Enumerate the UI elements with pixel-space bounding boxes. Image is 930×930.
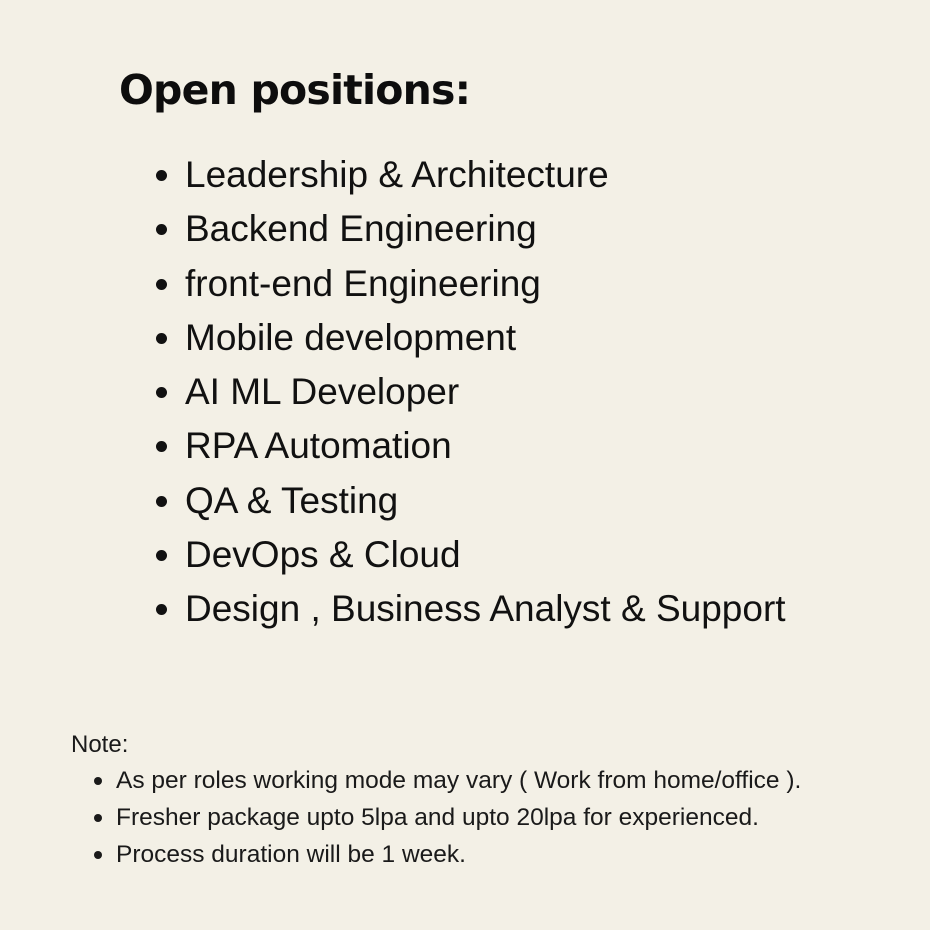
- bullet-icon: [94, 851, 102, 859]
- position-item: [156, 148, 786, 202]
- bullet-icon: [156, 170, 167, 181]
- position-item: [156, 474, 786, 528]
- position-label: Leadership & Architecture: [185, 154, 609, 195]
- bullet-icon: [156, 387, 167, 398]
- bullet-icon: [156, 441, 167, 452]
- position-label: AI ML Developer: [185, 371, 460, 413]
- position-item: [156, 528, 786, 582]
- position-item: [156, 582, 786, 636]
- position-label: Mobile development: [185, 316, 517, 358]
- bullet-icon: [156, 496, 167, 507]
- note-text: Fresher package upto 5lpa and upto 20lpa for experienced.: [116, 804, 759, 831]
- open-positions-list: [156, 148, 786, 637]
- note-list: [94, 762, 801, 873]
- position-label: Design , Business Analyst & Support: [185, 588, 786, 630]
- position-label: Backend Engineering: [185, 208, 537, 250]
- position-item: [156, 311, 786, 365]
- note-item: [94, 799, 801, 836]
- bullet-icon: [156, 333, 167, 344]
- position-label: front-end Engineering: [185, 262, 541, 304]
- bullet-icon: [94, 777, 102, 785]
- note-text: As per roles working mode may vary ( Work from home/office ).: [116, 767, 802, 794]
- position-item: [156, 257, 786, 311]
- page-title: Open positions:: [119, 66, 471, 114]
- bullet-icon: [156, 550, 167, 561]
- note-item: [94, 762, 801, 799]
- note-text: Process duration will be 1 week.: [116, 841, 466, 868]
- position-label: RPA Automation: [185, 425, 452, 467]
- position-label: QA & Testing: [185, 479, 399, 521]
- position-item: [156, 419, 786, 473]
- bullet-icon: [94, 814, 102, 822]
- position-label: DevOps & Cloud: [185, 534, 461, 576]
- position-item: [156, 365, 786, 419]
- note-item: [94, 836, 801, 873]
- position-item: [156, 202, 786, 256]
- bullet-icon: [156, 604, 167, 615]
- note-heading: Note:: [71, 731, 129, 758]
- bullet-icon: [156, 224, 167, 235]
- bullet-icon: [156, 279, 167, 290]
